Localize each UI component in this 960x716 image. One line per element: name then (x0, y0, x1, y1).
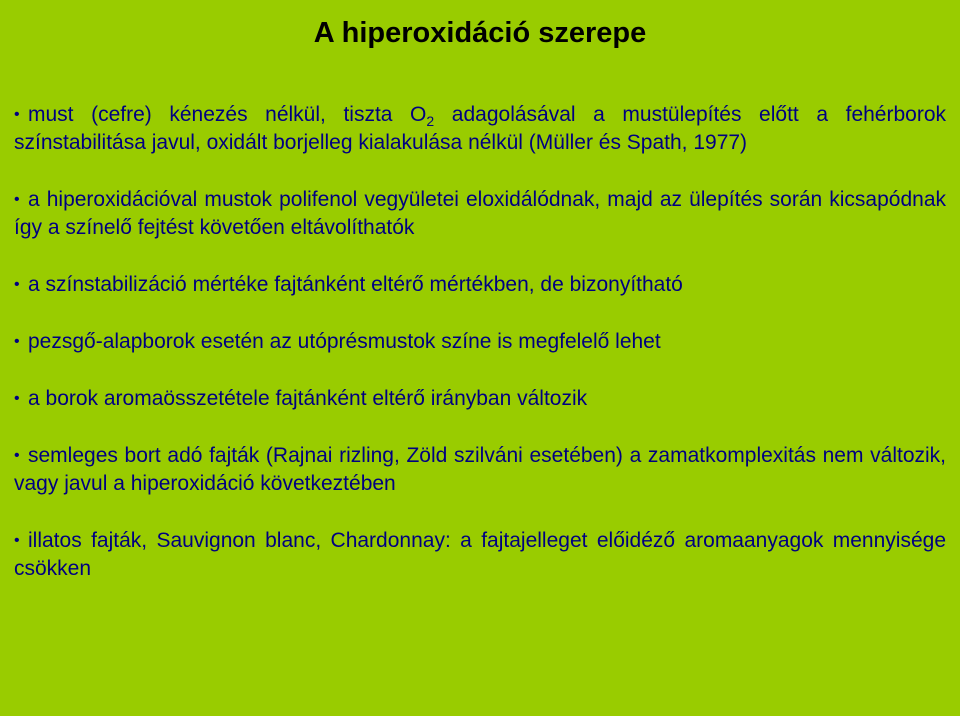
subscript-text: 2 (426, 113, 435, 129)
bullet-text: illatos fajták, Sauvignon blanc, Chardonnay: a fajtajelleget előidéző aromaanyagok mennyisége csökken (14, 529, 946, 580)
bullet-text: a borok aromaösszetétele fajtánként eltérő irányban változik (28, 387, 588, 410)
bullet-text: a hiperoxidációval mustok polifenol vegyületei eloxidálódnak, majd az ülepítés során kicsapódnak így a színelő fejtést követően eltávolíthatók (14, 188, 946, 239)
bullet-text: pezsgő-alapborok esetén az utóprésmustok színe is megfelelő lehet (28, 330, 661, 353)
bullet-item-4 (14, 328, 946, 356)
bullet-text: must (cefre) kénezés nélkül, tiszta O (28, 103, 427, 126)
bullet-icon: • (14, 390, 20, 407)
bullet-icon: • (14, 276, 20, 293)
bullet-text-continued: adagolásával a mustülepítés előtt a fehérborok színstabilitása javul, oxidált borjelleg kialakulása nélkül (Müller és Spath, 1977) (14, 103, 947, 154)
bullet-item-2 (14, 186, 946, 242)
bullet-icon: • (14, 106, 20, 123)
bullet-text: semleges bort adó fajták (Rajnai rizling, Zöld szilváni esetében) a zamatkomplexitás nem változik, vagy javul a hiperoxidáció következtében (14, 444, 946, 495)
bullet-item-1 (14, 101, 946, 157)
bullet-icon: • (14, 333, 20, 350)
bullet-icon: • (14, 191, 20, 208)
bullet-text: a színstabilizáció mértéke fajtánként eltérő mértékben, de bizonyítható (28, 273, 683, 296)
bullet-icon: • (14, 447, 20, 464)
bullet-icon: • (14, 532, 20, 549)
slide-title: A hiperoxidáció szerepe (313, 17, 647, 49)
bullet-list (14, 101, 946, 583)
bullet-item-7 (14, 527, 946, 583)
bullet-item-6 (14, 442, 946, 498)
bullet-item-3 (14, 271, 946, 299)
bullet-item-5 (14, 385, 946, 413)
